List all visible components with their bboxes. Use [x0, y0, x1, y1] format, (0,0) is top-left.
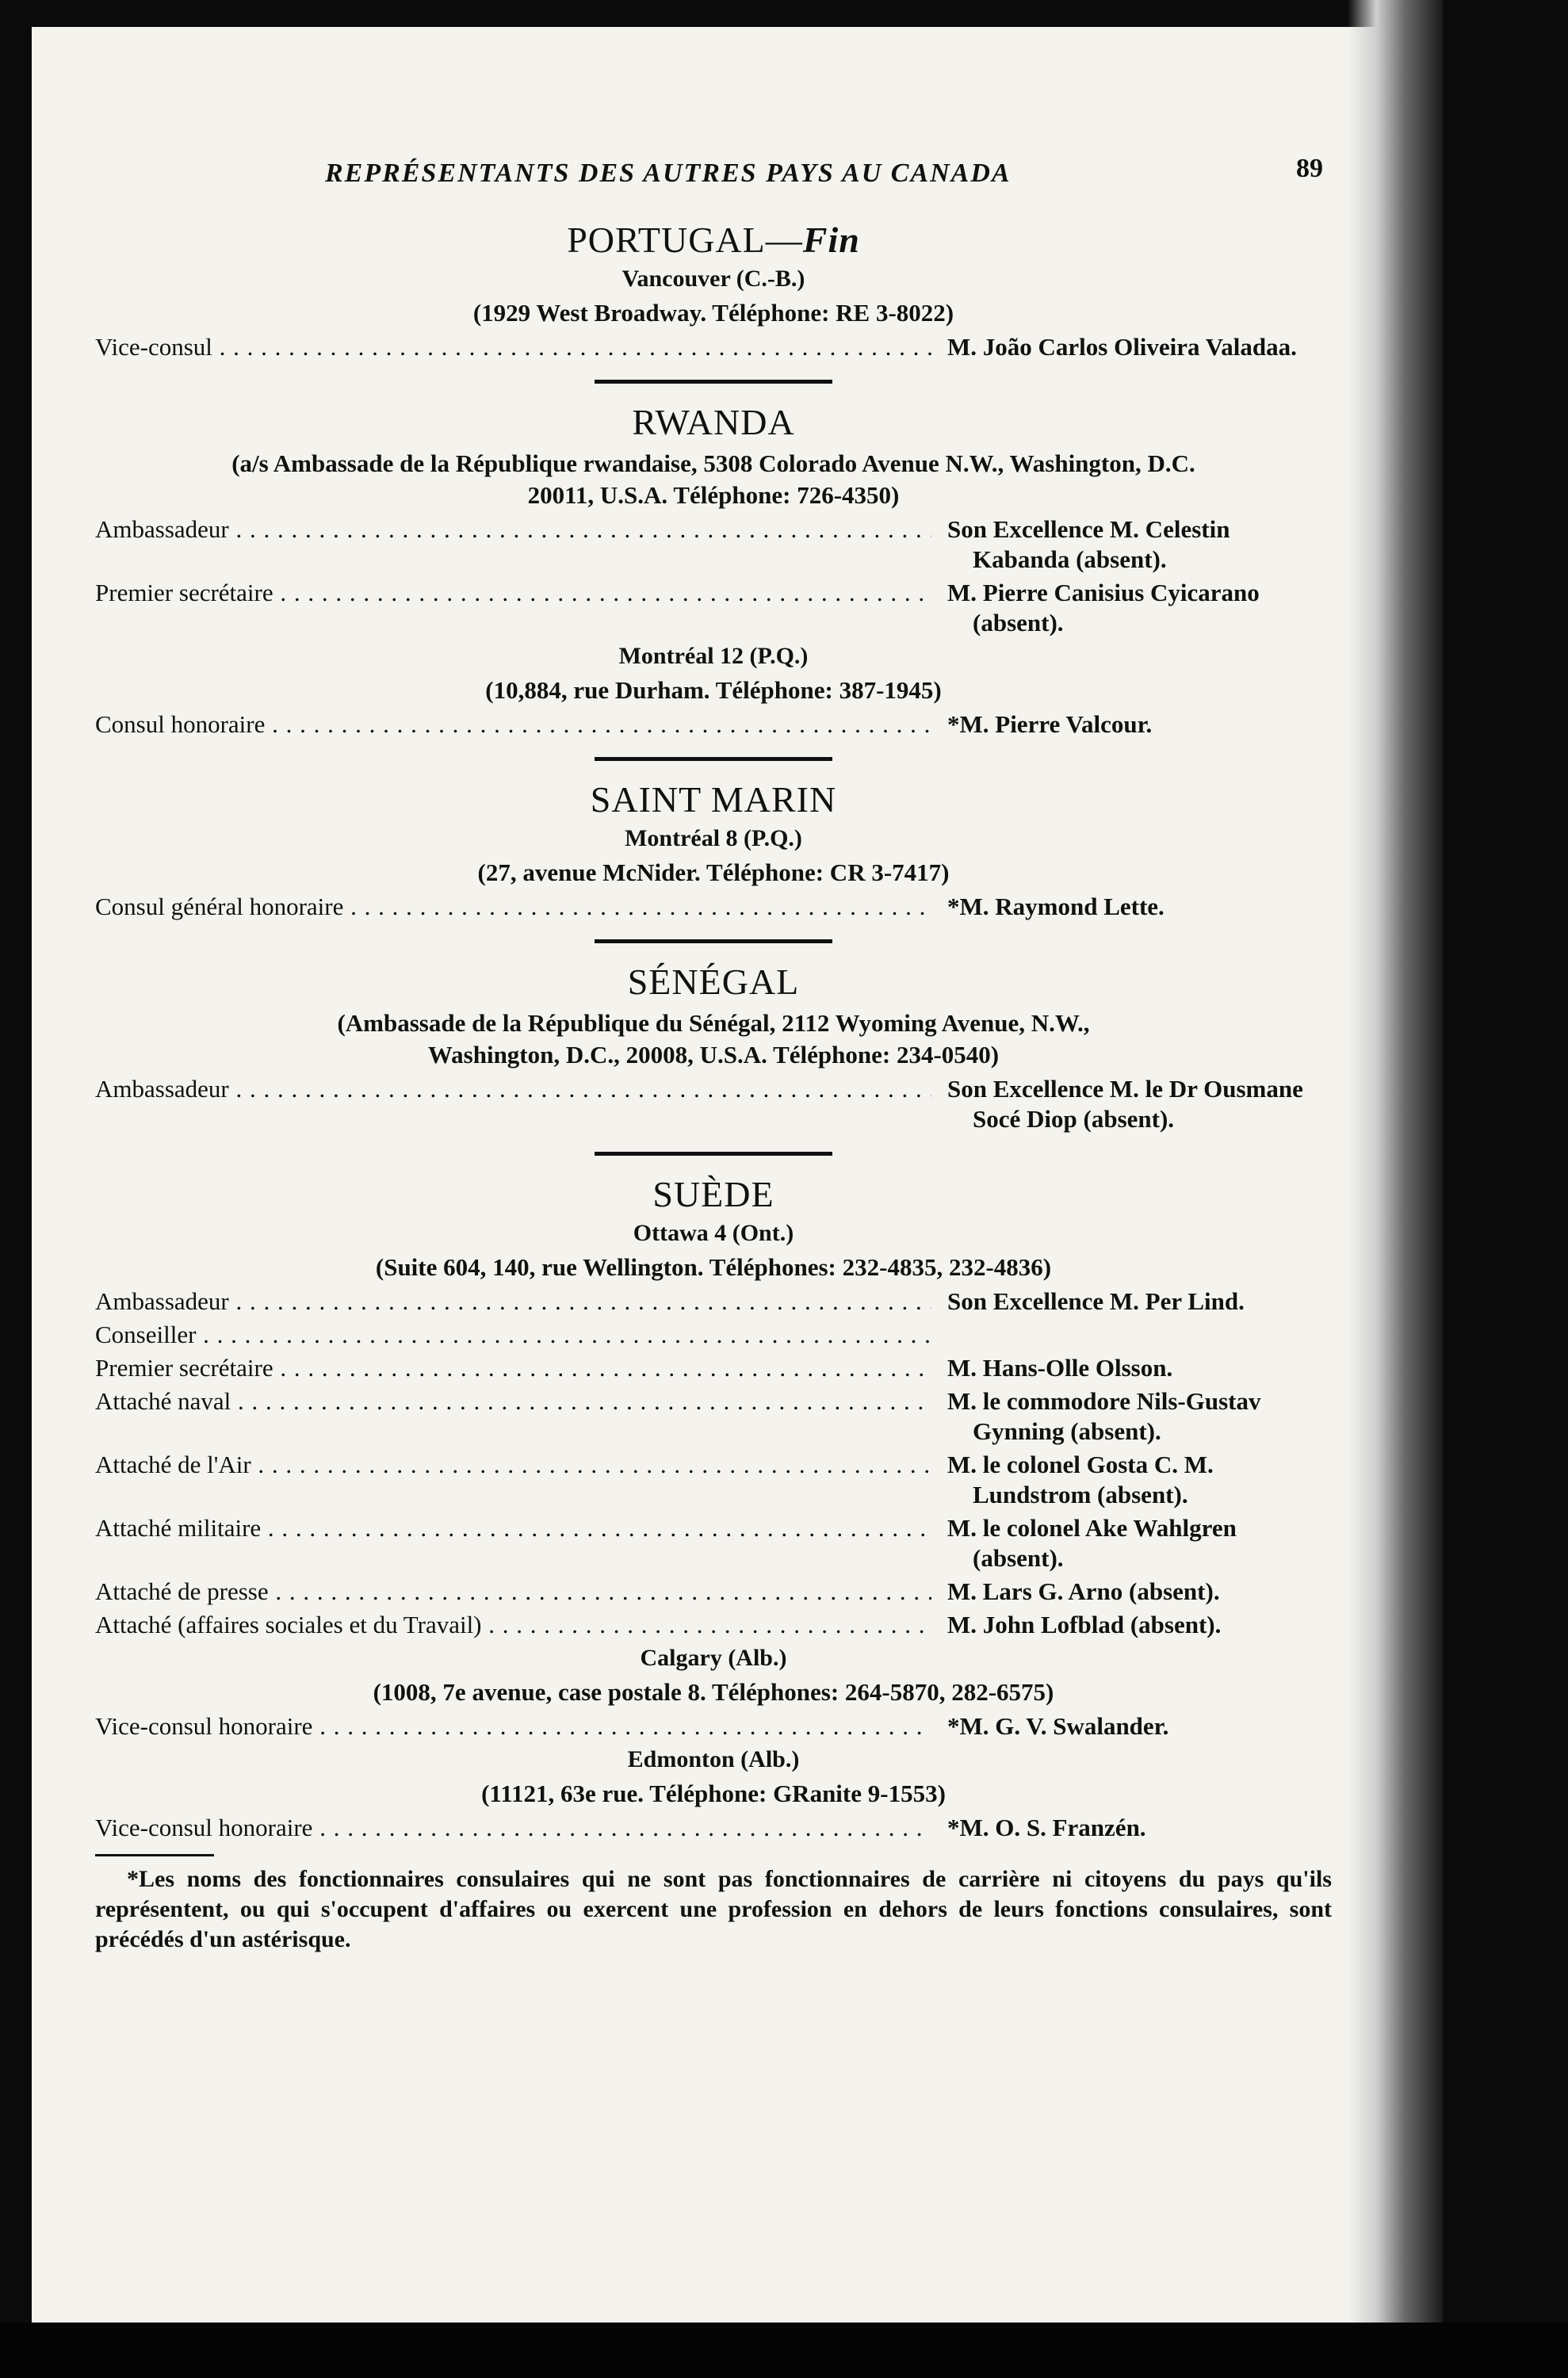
- person-name: [931, 892, 1332, 922]
- staff-row: [95, 892, 1332, 922]
- person-text: M. Pierre Canisius Cyicarano (absent).: [947, 579, 1260, 637]
- role-label: Premier secrétaire . . .: [95, 578, 931, 608]
- section-divider: [595, 1152, 832, 1156]
- person-name: [931, 1353, 1332, 1383]
- address-line: [95, 448, 1332, 511]
- person-name: [931, 1450, 1332, 1510]
- address-line-2: 20011, U.S.A. Téléphone: 726-4350): [527, 481, 900, 509]
- footnote: *Les noms des fonctionnaires consulaires qui ne sont pas fonctionnaires de carrière ni citoyens du pays qu'ils représentent, ou qui s'occupent d'affaires ou exercent une profession en dehors de leurs fonctions consulaires, sont précédés d'un astérisque.: [95, 1866, 1332, 1952]
- page-number: 89: [1296, 154, 1323, 183]
- staff-row: [95, 1813, 1332, 1843]
- role-label: Attaché naval . . .: [95, 1386, 931, 1416]
- person-name: [931, 1386, 1332, 1447]
- address-line: (1008, 7e avenue, case postale 8. Téléphones: 264-5870, 282-6575): [373, 1678, 1054, 1706]
- person-text: M. Hans-Olle Olsson.: [947, 1354, 1173, 1382]
- running-head: [95, 154, 1332, 214]
- person-text: Son Excellence M. le Dr Ousmane Socé Diop (absent).: [947, 1075, 1303, 1133]
- staff-row: [95, 1353, 1332, 1383]
- person-name: [931, 514, 1332, 575]
- country-suede: SUÈDE: [652, 1174, 774, 1214]
- country-saint-marin: SAINT MARIN: [590, 779, 837, 820]
- staff-row: [95, 1610, 1332, 1640]
- staff-row: [95, 578, 1332, 638]
- section-divider: [595, 939, 832, 943]
- person-name: [931, 1286, 1332, 1317]
- address-line: [95, 1007, 1332, 1071]
- scan-bottom-edge: [0, 2323, 1568, 2378]
- city-heading: Edmonton (Alb.): [627, 1746, 800, 1772]
- person-name: [931, 1074, 1332, 1134]
- person-text: *M. G. V. Swalander.: [947, 1712, 1169, 1740]
- address-line: (11121, 63e rue. Téléphone: GRanite 9-1553): [481, 1780, 946, 1807]
- role-label: Consul général honoraire . . .: [95, 892, 931, 922]
- role-label: Attaché de l'Air . . .: [95, 1450, 931, 1480]
- role-label: Attaché de presse . . .: [95, 1577, 931, 1607]
- person-name: [931, 578, 1332, 638]
- person-name: [931, 1711, 1332, 1741]
- staff-row: [95, 1074, 1332, 1134]
- person-name: [931, 1577, 1332, 1607]
- book-spine-shadow: [1348, 0, 1443, 2346]
- city-heading: Montréal 8 (P.Q.): [625, 825, 802, 851]
- staff-row: [95, 1450, 1332, 1510]
- staff-row: [95, 332, 1332, 362]
- person-name: [931, 1813, 1332, 1843]
- role-label: Attaché militaire . . .: [95, 1513, 931, 1543]
- continuation-label: Fin: [802, 220, 860, 260]
- role-label: Vice-consul honoraire . . .: [95, 1711, 931, 1741]
- page-content: [95, 48, 1332, 1955]
- person-text: M. John Lofblad (absent).: [947, 1611, 1222, 1638]
- person-name: [931, 1610, 1332, 1640]
- country-rwanda: RWANDA: [632, 402, 795, 442]
- staff-row: [95, 1577, 1332, 1607]
- address-line: (27, avenue McNider. Téléphone: CR 3-7417): [477, 858, 950, 886]
- running-title: REPRÉSENTANTS DES AUTRES PAYS AU CANADA: [325, 159, 1012, 188]
- staff-row: [95, 1513, 1332, 1573]
- city-heading: Ottawa 4 (Ont.): [633, 1220, 794, 1246]
- person-text: M. le colonel Ake Wahlgren (absent).: [947, 1514, 1237, 1572]
- person-text: M. le commodore Nils-Gustav Gynning (absent).: [947, 1387, 1261, 1445]
- footnote-rule: [95, 1854, 214, 1856]
- person-text: Son Excellence M. Celestin Kabanda (absent).: [947, 515, 1230, 573]
- staff-row: [95, 1286, 1332, 1317]
- role-label: Conseiller . . .: [95, 1320, 931, 1350]
- role-label: Vice-consul . . .: [95, 332, 931, 362]
- staff-row: [95, 709, 1332, 740]
- address-line: (1929 West Broadway. Téléphone: RE 3-8022): [472, 299, 954, 327]
- person-name: [931, 1513, 1332, 1573]
- person-name: [931, 709, 1332, 740]
- role-label: Consul honoraire . . .: [95, 709, 931, 740]
- person-text: *M. Pierre Valcour.: [947, 710, 1153, 738]
- city-heading: Montréal 12 (P.Q.): [618, 643, 809, 669]
- role-label: Ambassadeur . . .: [95, 514, 931, 545]
- role-label: Premier secrétaire . . .: [95, 1353, 931, 1383]
- country-portugal: [95, 219, 1332, 261]
- city-heading: Vancouver (C.-B.): [621, 266, 805, 292]
- staff-row: [95, 1386, 1332, 1447]
- address-line-1: (a/s Ambassade de la République rwandaise, 5308 Colorado Avenue N.W., Washington, D.C.: [231, 449, 1195, 477]
- person-name: [931, 332, 1332, 362]
- role-label: Ambassadeur . . .: [95, 1074, 931, 1104]
- address-line-2: Washington, D.C., 20008, U.S.A. Téléphone: 234-0540): [427, 1041, 1000, 1069]
- person-text: M. João Carlos Oliveira Valadaa.: [947, 333, 1297, 361]
- staff-row: [95, 1320, 1332, 1350]
- staff-row: [95, 1711, 1332, 1741]
- role-label: Ambassadeur . . .: [95, 1286, 931, 1317]
- address-line-1: (Ambassade de la République du Sénégal, 2112 Wyoming Avenue, N.W.,: [337, 1009, 1090, 1037]
- section-divider: [595, 757, 832, 761]
- person-text: Son Excellence M. Per Lind.: [947, 1287, 1245, 1315]
- role-label: Attaché (affaires sociales et du Travail) . . .: [95, 1610, 931, 1640]
- city-heading: Calgary (Alb.): [640, 1645, 787, 1671]
- address-line: (10,884, rue Durham. Téléphone: 387-1945): [485, 676, 942, 704]
- person-text: M. Lars G. Arno (absent).: [947, 1577, 1220, 1605]
- staff-row: [95, 514, 1332, 575]
- address-line: (Suite 604, 140, rue Wellington. Téléphones: 232-4835, 232-4836): [375, 1253, 1052, 1281]
- person-text: *M. O. S. Franzén.: [947, 1814, 1146, 1841]
- person-text: *M. Raymond Lette.: [947, 893, 1165, 920]
- role-label: Vice-consul honoraire . . .: [95, 1813, 931, 1843]
- country-senegal: SÉNÉGAL: [627, 962, 800, 1002]
- section-divider: [595, 380, 832, 384]
- person-text: M. le colonel Gosta C. M. Lundstrom (absent).: [947, 1451, 1214, 1508]
- country-name: PORTUGAL—: [567, 220, 803, 260]
